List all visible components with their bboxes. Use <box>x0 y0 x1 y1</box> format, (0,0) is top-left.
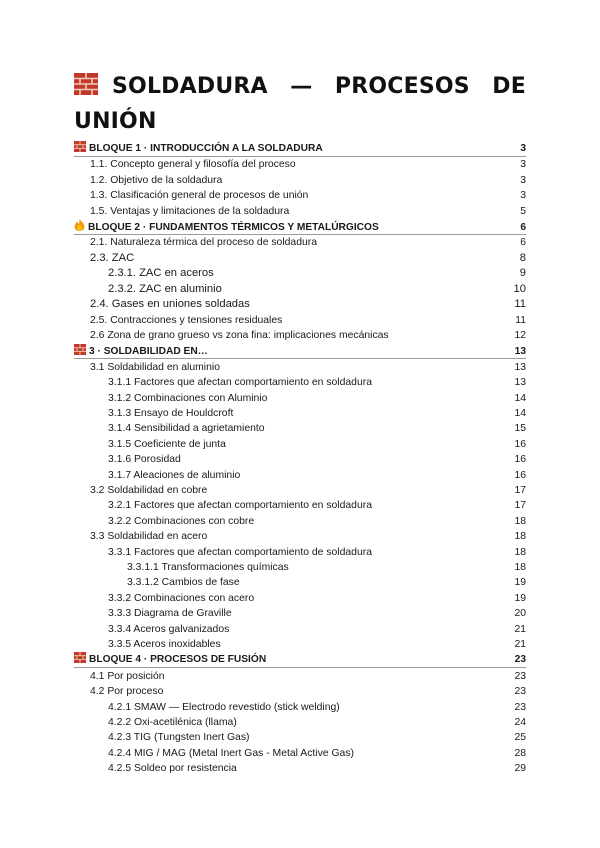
toc-page-number: 19 <box>514 592 526 604</box>
toc-page-number: 6 <box>520 221 526 233</box>
toc-entry-label: 4.2.1 SMAW — Electrodo revestido (stick welding) <box>108 701 340 713</box>
toc-entry-label: 3.2.2 Combinaciones con cobre <box>108 515 255 527</box>
toc-entry[interactable] <box>74 637 526 652</box>
toc-entry-label: 4.2.5 Soldeo por resistencia <box>108 763 237 775</box>
toc-page-number: 17 <box>514 500 526 512</box>
toc-entry[interactable] <box>74 545 526 560</box>
toc-entry-label: 2.1. Naturaleza térmica del proceso de soldadura <box>90 237 317 249</box>
toc-entry-label: 3.3 Soldabilidad en acero <box>90 531 208 543</box>
toc-entry-label: 4.1 Por posición <box>90 670 165 682</box>
toc-entry[interactable] <box>74 188 526 203</box>
toc-entry[interactable] <box>74 391 526 406</box>
document-page <box>74 70 526 776</box>
toc-entry-label: 1.3. Clasificación general de procesos de unión <box>90 190 309 202</box>
toc-entry[interactable] <box>74 483 526 498</box>
toc-entry-label: 1.2. Objetivo de la soldadura <box>90 174 223 186</box>
toc-entry-label: 2.3.1. ZAC en aceros <box>108 267 214 280</box>
toc-entry-label: 2.3. ZAC <box>90 251 135 264</box>
toc-page-number: 17 <box>514 485 526 497</box>
toc-entry-label: 3.3.1.1 Transformaciones químicas <box>127 561 289 573</box>
toc-page-number: 21 <box>514 623 526 635</box>
toc-entry[interactable] <box>74 669 526 684</box>
document-title <box>74 70 526 138</box>
toc-page-number: 28 <box>514 747 526 759</box>
toc-page-number: 13 <box>514 377 526 389</box>
toc-entry-label: 2.5. Contracciones y tensiones residuales <box>90 314 283 326</box>
toc-entry[interactable] <box>74 715 526 730</box>
toc-entry-label: 4.2.4 MIG / MAG (Metal Inert Gas - Metal Active Gas) <box>108 747 354 759</box>
toc-block-1[interactable] <box>74 141 526 157</box>
toc-entry[interactable] <box>74 452 526 467</box>
flame-icon <box>74 219 85 236</box>
toc-page-number: 24 <box>514 716 526 728</box>
toc-entry[interactable] <box>74 761 526 776</box>
toc-entry[interactable] <box>74 730 526 745</box>
brick-icon <box>74 72 98 105</box>
toc-entry-label: 2.6 Zona de grano grueso vs zona fina: implicaciones mecánicas <box>90 330 389 342</box>
toc-entry-label: 3.1 Soldabilidad en aluminio <box>90 361 220 373</box>
toc-page-number: 11 <box>514 298 526 311</box>
toc-block-3[interactable] <box>74 344 526 360</box>
toc-entry[interactable] <box>74 251 526 267</box>
toc-page-number: 18 <box>514 561 526 573</box>
toc-entry-label: 2.4. Gases en uniones soldadas <box>90 298 250 311</box>
toc-page-number: 3 <box>520 174 526 186</box>
toc-entry[interactable] <box>74 406 526 421</box>
toc-entry[interactable] <box>74 157 526 172</box>
toc-entry[interactable] <box>74 684 526 699</box>
toc-entry-label: 3.1.3 Ensayo de Houldcroft <box>108 408 234 420</box>
toc-page-number: 15 <box>514 423 526 435</box>
toc-page-number: 16 <box>514 454 526 466</box>
toc-page-number: 13 <box>514 345 526 357</box>
toc-page-number: 18 <box>514 531 526 543</box>
toc-page-number: 21 <box>514 638 526 650</box>
toc-entry-label: 3.2 Soldabilidad en cobre <box>90 485 208 497</box>
toc-page-number: 16 <box>514 469 526 481</box>
toc-entry-label: 3.1.7 Aleaciones de aluminio <box>108 469 241 481</box>
toc-entry-label: 4.2 Por proceso <box>90 686 164 698</box>
toc-entry[interactable] <box>74 746 526 761</box>
toc-entry-label: BLOQUE 4 · PROCESOS DE FUSIÓN <box>89 654 267 666</box>
toc-entry[interactable] <box>74 421 526 436</box>
toc-entry-label: 3.3.1 Factores que afectan comportamiento de soldadura <box>108 546 372 558</box>
table-of-contents <box>74 141 526 776</box>
toc-entry-label: 3.3.2 Combinaciones con acero <box>108 592 255 604</box>
toc-entry-label: 4.2.2 Oxi-acetilénica (llama) <box>108 716 237 728</box>
toc-entry-label: 3.3.5 Aceros inoxidables <box>108 638 221 650</box>
toc-entry[interactable] <box>74 468 526 483</box>
toc-page-number: 3 <box>520 190 526 202</box>
toc-page-number: 18 <box>514 546 526 558</box>
toc-entry[interactable] <box>74 173 526 188</box>
toc-page-number: 12 <box>514 330 526 342</box>
toc-entry[interactable] <box>74 529 526 544</box>
toc-entry[interactable] <box>74 575 526 590</box>
document-title-text: SOLDADURA — PROCESOS DE UNIÓN <box>74 74 526 134</box>
toc-page-number: 16 <box>514 438 526 450</box>
toc-entry[interactable] <box>74 204 526 219</box>
toc-entry[interactable] <box>74 266 526 282</box>
toc-page-number: 5 <box>520 205 526 217</box>
brick-icon <box>74 141 86 157</box>
toc-page-number: 14 <box>514 408 526 420</box>
toc-entry[interactable] <box>74 297 526 313</box>
toc-page-number: 3 <box>520 159 526 171</box>
toc-page-number: 14 <box>514 392 526 404</box>
toc-page-number: 6 <box>520 237 526 249</box>
toc-entry-label: 3.2.1 Factores que afectan comportamiento en soldadura <box>108 500 372 512</box>
toc-entry-label: 3.1.2 Combinaciones con Aluminio <box>108 392 268 404</box>
toc-entry[interactable] <box>74 606 526 621</box>
toc-page-number: 8 <box>519 251 526 264</box>
toc-block-4[interactable] <box>74 652 526 668</box>
toc-entry[interactable] <box>74 360 526 375</box>
toc-entry[interactable] <box>74 235 526 250</box>
toc-entry-label: 3 · SOLDABILIDAD EN… <box>89 345 208 357</box>
toc-entry-label: 1.1. Concepto general y filosofía del proceso <box>90 159 296 171</box>
toc-entry[interactable] <box>74 328 526 343</box>
toc-entry-label: 3.1.1 Factores que afectan comportamiento en soldadura <box>108 377 372 389</box>
toc-page-number: 11 <box>515 314 526 326</box>
toc-entry[interactable] <box>74 498 526 513</box>
toc-page-number: 3 <box>520 143 526 154</box>
toc-page-number: 9 <box>519 267 526 280</box>
toc-entry-label: BLOQUE 2 · FUNDAMENTOS TÉRMICOS Y METALÚRGICOS <box>88 221 379 233</box>
toc-page-number: 23 <box>514 654 526 666</box>
toc-page-number: 29 <box>514 763 526 775</box>
toc-page-number: 23 <box>514 670 526 682</box>
toc-entry-label: 3.3.1.2 Cambios de fase <box>127 577 240 589</box>
toc-entry[interactable] <box>74 313 526 328</box>
brick-icon <box>74 344 86 360</box>
toc-page-number: 25 <box>514 732 526 744</box>
toc-page-number: 20 <box>514 608 526 620</box>
toc-entry-label: 1.5. Ventajas y limitaciones de la soldadura <box>90 205 290 217</box>
toc-entry[interactable] <box>74 437 526 452</box>
toc-entry-label: BLOQUE 1 · INTRODUCCIÓN A LA SOLDADURA <box>89 143 323 154</box>
toc-entry[interactable] <box>74 375 526 390</box>
toc-entry[interactable] <box>74 591 526 606</box>
toc-entry[interactable] <box>74 514 526 529</box>
toc-entry[interactable] <box>74 700 526 715</box>
toc-entry[interactable] <box>74 282 526 298</box>
toc-page-number: 18 <box>514 515 526 527</box>
toc-entry-label: 3.1.4 Sensibilidad a agrietamiento <box>108 423 265 435</box>
toc-entry-label: 3.3.4 Aceros galvanizados <box>108 623 230 635</box>
brick-icon <box>74 652 86 668</box>
toc-entry[interactable] <box>74 622 526 637</box>
toc-page-number: 23 <box>514 701 526 713</box>
toc-entry-label: 3.1.6 Porosidad <box>108 454 181 466</box>
toc-entry-label: 3.1.5 Coeficiente de junta <box>108 438 226 450</box>
toc-entry-label: 3.3.3 Diagrama de Graville <box>108 608 232 620</box>
toc-entry-label: 2.3.2. ZAC en aluminio <box>108 282 222 295</box>
toc-page-number: 13 <box>514 361 526 373</box>
toc-page-number: 19 <box>514 577 526 589</box>
toc-entry[interactable] <box>74 560 526 575</box>
toc-page-number: 10 <box>513 282 526 295</box>
toc-entry-label: 4.2.3 TIG (Tungsten Inert Gas) <box>108 732 250 744</box>
toc-page-number: 23 <box>514 686 526 698</box>
toc-block-2[interactable] <box>74 219 526 235</box>
